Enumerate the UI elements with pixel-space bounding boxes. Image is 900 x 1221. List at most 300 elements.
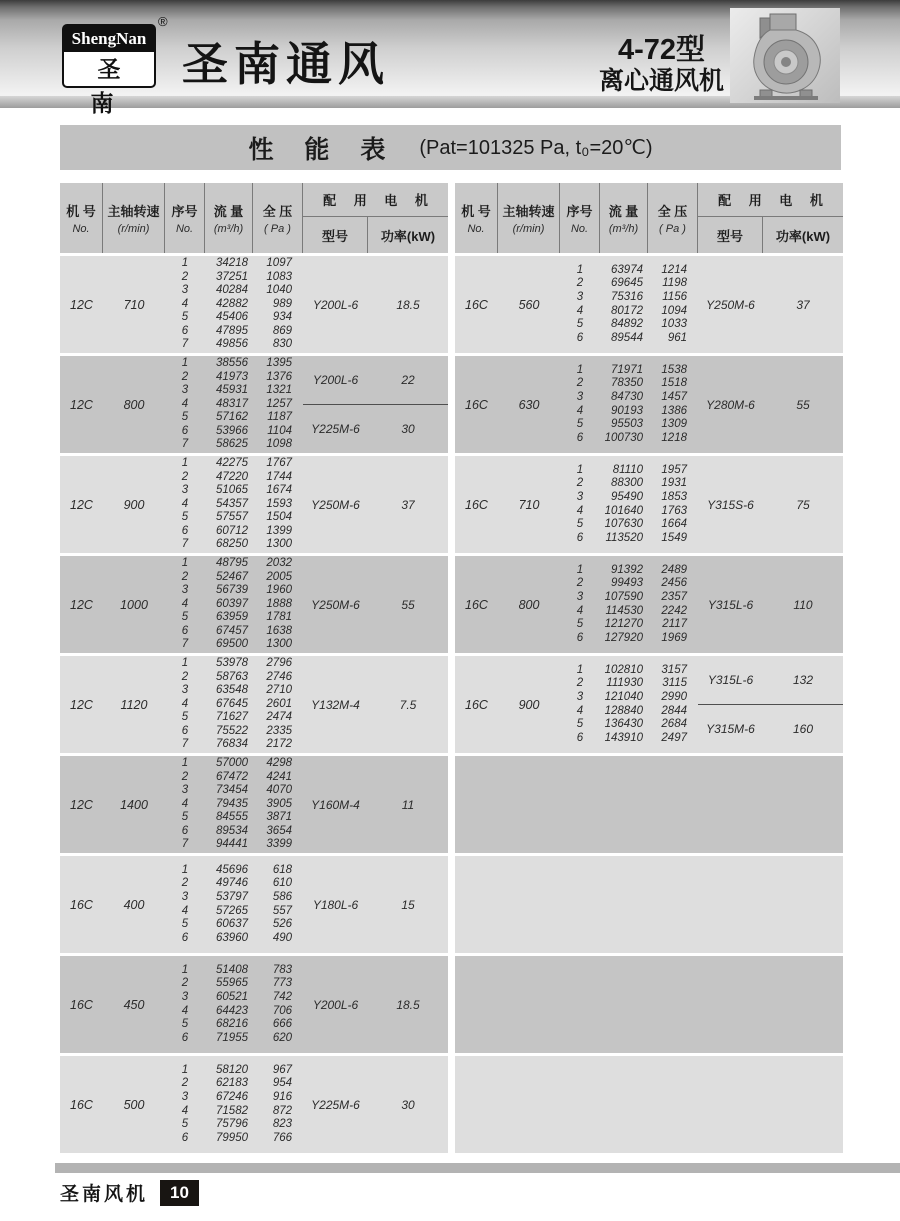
brand-logo-cn: 圣 南: [90, 56, 135, 116]
motor: [303, 856, 448, 953]
seq: 3: [181, 890, 189, 903]
fan-no: 16C: [465, 597, 488, 612]
flow: 47895: [216, 324, 248, 337]
pressure: 1098: [266, 438, 292, 451]
pressure: 766: [272, 1131, 292, 1144]
perf-row: [165, 338, 303, 352]
flow: 75522: [216, 724, 248, 737]
table-group: [60, 256, 448, 353]
flow: 51408: [216, 963, 248, 976]
pressure: 1781: [266, 611, 292, 624]
perf-row: [560, 491, 698, 505]
flow: 63548: [216, 684, 248, 697]
fan-no: 16C: [465, 497, 488, 512]
seq: 6: [181, 824, 189, 837]
seq: 1: [576, 563, 584, 576]
speed: 800: [518, 597, 540, 612]
seq: 5: [181, 611, 189, 624]
pressure: 1957: [661, 463, 687, 476]
pressure: 773: [272, 977, 292, 990]
pressure: 2497: [661, 731, 687, 744]
pressure: 1538: [661, 363, 687, 376]
product-model: 4-72型: [617, 34, 706, 66]
flow: 75796: [216, 1118, 248, 1131]
pressure: 2746: [266, 670, 292, 683]
table-group: [60, 756, 448, 853]
perf-row: [165, 598, 303, 612]
seq: 5: [181, 1118, 189, 1131]
flow: 48317: [216, 397, 248, 410]
motors: [698, 456, 843, 553]
speed: 1000: [120, 597, 148, 612]
motor: [303, 656, 448, 753]
pressure: 934: [272, 311, 292, 324]
col-unit: No.: [570, 223, 589, 235]
fan-no: 16C: [465, 697, 488, 712]
motor: [698, 704, 843, 753]
col-motor-model: 型号: [303, 217, 368, 253]
seq: 3: [576, 590, 584, 603]
seq: 5: [576, 318, 584, 331]
perf-row: [560, 705, 698, 719]
col-motor-power: 功率(kW): [775, 228, 831, 244]
perf-row: [165, 671, 303, 685]
pressure: 1457: [661, 390, 687, 403]
rows: [165, 1056, 303, 1153]
seq: 4: [576, 304, 584, 317]
perf-row: [165, 1005, 303, 1019]
pressure: 3871: [266, 811, 292, 824]
motor-power: 18.5: [396, 997, 420, 1012]
seq: 1: [181, 756, 189, 769]
col-pressure: [648, 183, 698, 253]
flow: 63974: [611, 263, 643, 276]
pressure: 1386: [661, 404, 687, 417]
perf-row: [165, 1118, 303, 1132]
motor-model: Y160M-4: [311, 797, 360, 812]
seq: 4: [181, 797, 189, 810]
pressure: 1549: [661, 531, 687, 544]
pressure: 2335: [266, 724, 292, 737]
perf-row: [560, 264, 698, 278]
perf-row: [560, 364, 698, 378]
pressure: 666: [272, 1018, 292, 1031]
motor-model: Y225M-6: [311, 422, 360, 436]
table-group: [455, 456, 843, 553]
motor-model: Y200L-6: [312, 373, 359, 387]
table-group: [455, 656, 843, 753]
pressure: 1960: [266, 584, 292, 597]
table-header: [60, 183, 448, 253]
flow: 76834: [216, 738, 248, 751]
pressure: 2474: [266, 711, 292, 724]
flow: 80172: [611, 304, 643, 317]
perf-row: [165, 625, 303, 639]
seq: 5: [181, 411, 189, 424]
pressure: 4298: [266, 756, 292, 769]
speed: 450: [123, 997, 145, 1012]
flow: 101640: [604, 504, 643, 517]
motor-model: Y132M-4: [311, 697, 360, 712]
pressure: 4070: [266, 784, 292, 797]
flow: 84555: [216, 811, 248, 824]
pressure: 3654: [266, 824, 292, 837]
flow: 71627: [216, 711, 248, 724]
perf-row: [560, 732, 698, 746]
seq: 5: [576, 418, 584, 431]
fan-no: 16C: [70, 1097, 93, 1112]
motors: [303, 456, 448, 553]
motor: [303, 756, 448, 853]
perf-row: [165, 757, 303, 771]
flow: 111930: [606, 677, 643, 690]
perf-row: [165, 398, 303, 412]
perf-row: [560, 564, 698, 578]
flow: 84892: [611, 318, 643, 331]
flow: 67457: [216, 624, 248, 637]
flow: 53966: [216, 424, 248, 437]
col-motor-group: [303, 183, 448, 253]
perf-row: [165, 877, 303, 891]
flow: 99493: [611, 577, 643, 590]
pressure: 1040: [266, 284, 292, 297]
motor-model: Y315L-6: [707, 673, 754, 687]
flow: 56739: [216, 584, 248, 597]
flow: 45406: [216, 311, 248, 324]
fan-product-image: [730, 8, 840, 103]
seq: 3: [181, 484, 189, 497]
col-label: 机 号: [66, 204, 96, 219]
seq: 6: [181, 424, 189, 437]
pressure: 586: [272, 890, 292, 903]
seq: 7: [181, 638, 189, 651]
seq: 2: [181, 877, 189, 890]
col-seq: [560, 183, 600, 253]
pressure: 1083: [266, 270, 292, 283]
perf-row: [165, 798, 303, 812]
perf-row: [165, 525, 303, 539]
flow: 102810: [604, 663, 643, 676]
perf-row: [165, 838, 303, 852]
perf-row: [560, 332, 698, 346]
seq: 6: [576, 731, 584, 744]
flow: 58120: [216, 1063, 248, 1076]
table-group: [60, 456, 448, 553]
perf-row: [165, 411, 303, 425]
flow: 107590: [604, 590, 643, 603]
flow: 121040: [604, 690, 643, 703]
flow: 58625: [216, 438, 248, 451]
registered-mark: ®: [158, 14, 168, 29]
fan-no: 16C: [70, 897, 93, 912]
perf-row: [165, 425, 303, 439]
col-label: 全 压: [657, 204, 688, 219]
flow: 79435: [216, 797, 248, 810]
motor-power: 55: [401, 597, 415, 612]
seq: 5: [576, 718, 584, 731]
perf-row: [165, 725, 303, 739]
perf-row: [560, 718, 698, 732]
seq: 1: [181, 863, 189, 876]
motors: [303, 556, 448, 653]
rows: [165, 556, 303, 653]
pressure: 2844: [661, 704, 687, 717]
perf-row: [165, 571, 303, 585]
pressure: 3115: [662, 677, 687, 690]
motor-power: 11: [401, 797, 415, 812]
pressure: 872: [272, 1104, 292, 1117]
perf-row: [165, 538, 303, 552]
flow: 73454: [216, 784, 248, 797]
seq: 6: [576, 531, 584, 544]
seq: 6: [181, 1131, 189, 1144]
pressure: 1198: [662, 277, 687, 290]
pressure: 2684: [661, 718, 687, 731]
flow: 51065: [216, 484, 248, 497]
perf-row: [165, 905, 303, 919]
flow: 68250: [216, 538, 248, 551]
pressure: 2601: [266, 697, 292, 710]
seq: 4: [181, 497, 189, 510]
seq: 3: [181, 584, 189, 597]
perf-row: [165, 977, 303, 991]
perf-row: [165, 357, 303, 371]
empty-band: [455, 856, 843, 953]
speed: 400: [123, 897, 145, 912]
flow: 128840: [604, 704, 643, 717]
seq: 1: [181, 456, 189, 469]
perf-row: [165, 638, 303, 652]
col-motor-label: 配 用 电 机: [698, 183, 843, 217]
pressure: 2032: [266, 556, 292, 569]
motor: [303, 556, 448, 653]
col-flow: [600, 183, 648, 253]
perf-row: [560, 664, 698, 678]
col-unit: (r/min): [117, 223, 150, 235]
pressure: 1969: [661, 631, 687, 644]
flow: 60397: [216, 597, 248, 610]
motor: [303, 404, 448, 453]
seq: 2: [576, 577, 584, 590]
seq: 4: [576, 404, 584, 417]
perf-row: [165, 498, 303, 512]
col-unit: No.: [72, 223, 90, 235]
flow: 60637: [216, 918, 248, 931]
seq: 5: [181, 918, 189, 931]
pressure: 1033: [661, 318, 687, 331]
perf-row: [165, 932, 303, 946]
speed: 900: [518, 697, 540, 712]
pressure: 1257: [266, 397, 292, 410]
seq: 4: [181, 597, 189, 610]
motors: [698, 356, 843, 453]
speed: 900: [123, 497, 145, 512]
flow: 89534: [216, 824, 248, 837]
pressure: 1518: [661, 377, 687, 390]
motor-model: Y225M-6: [311, 1097, 360, 1112]
fan-no: 12C: [70, 297, 93, 312]
performance-tables: [60, 183, 843, 1156]
pressure: 742: [272, 990, 292, 1003]
flow: 69645: [611, 277, 643, 290]
seq: 1: [576, 263, 584, 276]
flow: 94441: [216, 838, 248, 851]
rows: [165, 456, 303, 553]
perf-row: [165, 1105, 303, 1119]
fan-no: 12C: [70, 597, 93, 612]
pressure: 954: [272, 1077, 292, 1090]
pressure: 1399: [266, 524, 292, 537]
pressure: 2117: [662, 618, 687, 631]
flow: 57557: [216, 511, 248, 524]
performance-table-condition: (Pat=101325 Pa, t₀=20℃): [419, 137, 653, 159]
flow: 100730: [604, 431, 643, 444]
perf-row: [165, 271, 303, 285]
perf-row: [165, 384, 303, 398]
perf-row: [560, 677, 698, 691]
flow: 57265: [216, 904, 248, 917]
table-body: [60, 256, 448, 1153]
col-label: 序号: [171, 204, 198, 219]
fan-no: 12C: [70, 397, 93, 412]
flow: 95490: [611, 490, 643, 503]
motors: [303, 356, 448, 453]
flow: 79950: [216, 1131, 248, 1144]
flow: 89544: [611, 331, 643, 344]
seq: 2: [181, 370, 189, 383]
motor-power: 18.5: [396, 297, 420, 312]
empty-band: [455, 756, 843, 853]
flow: 64423: [216, 1004, 248, 1017]
flow: 67472: [216, 770, 248, 783]
perf-row: [165, 825, 303, 839]
perf-row: [165, 771, 303, 785]
flow: 114530: [605, 604, 643, 617]
footer: [60, 1179, 199, 1206]
product-name: 离心通风机: [598, 67, 724, 95]
seq: 6: [181, 524, 189, 537]
perf-row: [165, 657, 303, 671]
seq: 3: [181, 990, 189, 1003]
seq: 4: [181, 297, 189, 310]
seq: 4: [181, 397, 189, 410]
seq: 4: [181, 697, 189, 710]
seq: 3: [181, 284, 189, 297]
motor-model: Y250M-6: [311, 497, 360, 512]
seq: 4: [576, 504, 584, 517]
perf-row: [560, 532, 698, 546]
perf-row: [560, 291, 698, 305]
pressure: 2456: [661, 577, 687, 590]
perf-row: [165, 698, 303, 712]
motor-power: 37: [796, 297, 810, 312]
flow: 91392: [611, 563, 643, 576]
motor-power: 22: [401, 373, 415, 387]
brand-logo: [62, 24, 156, 116]
flow: 49856: [216, 338, 248, 351]
flow: 90193: [611, 404, 643, 417]
seq: 3: [576, 690, 584, 703]
seq: 3: [576, 290, 584, 303]
perf-row: [560, 305, 698, 319]
pressure: 1309: [661, 418, 687, 431]
seq: 2: [181, 470, 189, 483]
motor: [303, 356, 448, 404]
product-model-block: [599, 34, 724, 96]
flow: 47220: [216, 470, 248, 483]
empty-band: [455, 956, 843, 1053]
flow: 55965: [216, 977, 248, 990]
pressure: 1638: [266, 624, 292, 637]
pressure: 1763: [661, 504, 687, 517]
pressure: 1504: [266, 511, 292, 524]
perf-row: [560, 418, 698, 432]
pressure: 4241: [266, 770, 292, 783]
perf-row: [165, 511, 303, 525]
pressure: 618: [272, 863, 292, 876]
table-group: [60, 556, 448, 653]
pressure: 2710: [266, 684, 292, 697]
motor-power: 15: [401, 897, 415, 912]
perf-row: [165, 1091, 303, 1105]
speed: 1400: [120, 797, 148, 812]
speed: 560: [518, 297, 540, 312]
speed: 800: [123, 397, 145, 412]
col-motor-power: 功率(kW): [380, 228, 436, 244]
flow: 53797: [216, 890, 248, 903]
perf-row: [165, 284, 303, 298]
perf-row: [560, 691, 698, 705]
pressure: 916: [272, 1090, 292, 1103]
motor: [698, 656, 843, 704]
motor-power: 7.5: [399, 697, 417, 712]
pressure: 706: [272, 1004, 292, 1017]
motor-model: Y200L-6: [312, 297, 359, 312]
motors: [303, 956, 448, 1053]
pressure: 1094: [661, 304, 687, 317]
col-pressure: [253, 183, 303, 253]
speed: 1120: [120, 697, 148, 712]
motors: [303, 756, 448, 853]
pressure: 1187: [267, 411, 292, 424]
seq: 2: [181, 570, 189, 583]
col-motor-sub: [698, 217, 843, 253]
flow: 75316: [611, 290, 643, 303]
seq: 5: [181, 511, 189, 524]
speed: 710: [123, 297, 145, 312]
perf-row: [165, 557, 303, 571]
flow: 38556: [216, 356, 248, 369]
motor: [698, 556, 843, 653]
seq: 2: [181, 270, 189, 283]
perf-row: [165, 257, 303, 271]
pressure: 823: [272, 1118, 292, 1131]
rows: [165, 256, 303, 353]
pressure: 490: [272, 931, 292, 944]
flow: 54357: [216, 497, 248, 510]
col-label: 流 量: [213, 204, 244, 219]
seq: 6: [181, 624, 189, 637]
flow: 49746: [216, 877, 248, 890]
motors: [303, 856, 448, 953]
flow: 81110: [612, 463, 643, 476]
perf-row: [165, 891, 303, 905]
pressure: 2005: [266, 570, 292, 583]
motor: [303, 956, 448, 1053]
seq: 4: [576, 604, 584, 617]
rows: [560, 556, 698, 653]
seq: 6: [181, 931, 189, 944]
